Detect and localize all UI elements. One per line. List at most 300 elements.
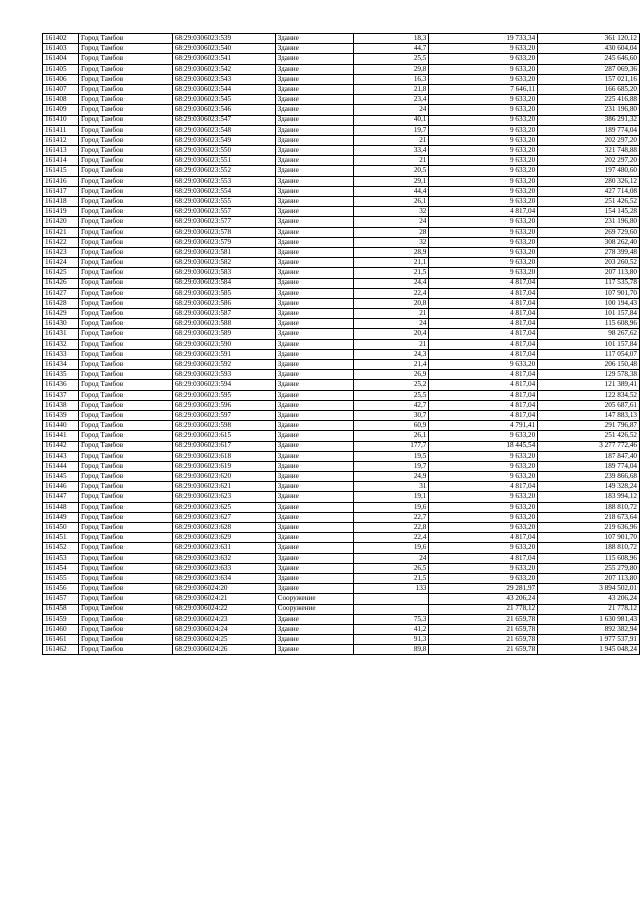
row-number: 161430 [43,319,79,329]
city-cell: Город Тамбов [78,604,172,614]
object-type-cell: Здание [275,227,353,237]
cadastral-number-cell: 68:29:0306023:584 [172,278,275,288]
cadastral-value-cell: 43 206,24 [538,594,640,604]
cadastral-value-cell: 202 297,20 [538,135,640,145]
specific-value-cell: 4 817,04 [429,329,538,339]
object-type-cell: Здание [275,95,353,105]
cadastral-value-cell: 189 774,04 [538,461,640,471]
table-row [43,95,640,105]
cadastral-value-cell: 115 608,96 [538,319,640,329]
specific-value-cell: 4 817,04 [429,482,538,492]
cadastral-number-cell: 68:29:0306023:550 [172,146,275,156]
city-cell: Город Тамбов [78,502,172,512]
city-cell: Город Тамбов [78,635,172,645]
table-row [43,166,640,176]
specific-value-cell: 4 817,04 [429,380,538,390]
area-cell: 22,8 [353,523,429,533]
table-row [43,451,640,461]
area-cell: 19,7 [353,461,429,471]
cadastral-number-cell: 68:29:0306023:617 [172,441,275,451]
row-number: 161450 [43,523,79,533]
row-number: 161446 [43,482,79,492]
object-type-cell: Здание [275,217,353,227]
row-number: 161404 [43,54,79,64]
cadastral-value-cell: 188 810,72 [538,502,640,512]
object-type-cell: Здание [275,34,353,44]
specific-value-cell: 4 817,04 [429,349,538,359]
object-type-cell: Сооружение [275,594,353,604]
cadastral-number-cell: 68:29:0306023:548 [172,125,275,135]
city-cell: Город Тамбов [78,339,172,349]
table-row [43,482,640,492]
area-cell: 40,1 [353,115,429,125]
table-row [43,533,640,543]
area-cell: 24 [353,319,429,329]
cadastral-value-cell: 149 328,24 [538,482,640,492]
object-type-cell: Здание [275,166,353,176]
table-row [43,278,640,288]
city-cell: Город Тамбов [78,553,172,563]
area-cell: 21,5 [353,573,429,583]
cadastral-number-cell: 68:29:0306023:618 [172,451,275,461]
cadastral-number-cell: 68:29:0306023:596 [172,400,275,410]
object-type-cell: Здание [275,268,353,278]
area-cell: 26,1 [353,431,429,441]
specific-value-cell: 9 633,20 [429,523,538,533]
city-cell: Город Тамбов [78,421,172,431]
specific-value-cell: 9 633,20 [429,156,538,166]
row-number: 161434 [43,360,79,370]
row-number: 161441 [43,431,79,441]
area-cell: 26,9 [353,370,429,380]
specific-value-cell: 9 633,20 [429,472,538,482]
city-cell: Город Тамбов [78,166,172,176]
city-cell: Город Тамбов [78,441,172,451]
object-type-cell: Здание [275,614,353,624]
row-number: 161419 [43,207,79,217]
cadastral-value-cell: 207 113,80 [538,268,640,278]
area-cell: 24,3 [353,349,429,359]
cadastral-number-cell: 68:29:0306023:632 [172,553,275,563]
cadastral-value-cell: 117 054,07 [538,349,640,359]
area-cell: 19,7 [353,125,429,135]
specific-value-cell: 9 633,20 [429,431,538,441]
object-type-cell: Здание [275,482,353,492]
object-type-cell: Здание [275,125,353,135]
area-cell: 25,5 [353,390,429,400]
area-cell: 21 [353,339,429,349]
cadastral-number-cell: 68:29:0306023:542 [172,64,275,74]
city-cell: Город Тамбов [78,298,172,308]
row-number: 161443 [43,451,79,461]
table-row [43,472,640,482]
area-cell: 42,7 [353,400,429,410]
table-row [43,176,640,186]
area-cell: 177,7 [353,441,429,451]
object-type-cell: Здание [275,237,353,247]
cadastral-value-cell: 100 194,43 [538,298,640,308]
cadastral-number-cell: 68:29:0306024:26 [172,645,275,655]
table-row [43,146,640,156]
city-cell: Город Тамбов [78,146,172,156]
city-cell: Город Тамбов [78,64,172,74]
row-number: 161429 [43,309,79,319]
area-cell: 25,5 [353,54,429,64]
object-type-cell: Здание [275,380,353,390]
row-number: 161409 [43,105,79,115]
specific-value-cell: 4 817,04 [429,553,538,563]
object-type-cell: Здание [275,451,353,461]
object-type-cell: Здание [275,502,353,512]
cadastral-value-cell: 287 069,36 [538,64,640,74]
specific-value-cell: 9 633,20 [429,451,538,461]
row-number: 161426 [43,278,79,288]
area-cell: 60,9 [353,421,429,431]
row-number: 161427 [43,288,79,298]
specific-value-cell: 9 633,20 [429,197,538,207]
cadastral-number-cell: 68:29:0306023:582 [172,258,275,268]
area-cell: 33,4 [353,146,429,156]
specific-value-cell: 9 633,20 [429,268,538,278]
cadastral-number-cell: 68:29:0306023:555 [172,197,275,207]
row-number: 161445 [43,472,79,482]
cadastral-number-cell: 68:29:0306023:552 [172,166,275,176]
object-type-cell: Здание [275,319,353,329]
table-row [43,217,640,227]
cadastral-value-cell: 1 630 981,43 [538,614,640,624]
row-number: 161412 [43,135,79,145]
specific-value-cell: 29 281,97 [429,584,538,594]
area-cell: 21,5 [353,268,429,278]
table-row [43,329,640,339]
table-row [43,370,640,380]
area-cell: 29,1 [353,176,429,186]
row-number: 161422 [43,237,79,247]
table-row [43,441,640,451]
cadastral-number-cell: 68:29:0306023:627 [172,512,275,522]
city-cell: Город Тамбов [78,156,172,166]
row-number: 161458 [43,604,79,614]
row-number: 161416 [43,176,79,186]
city-cell: Город Тамбов [78,186,172,196]
cadastral-value-cell: 21 778,12 [538,604,640,614]
row-number: 161449 [43,512,79,522]
cadastral-value-cell: 197 480,60 [538,166,640,176]
object-type-cell: Здание [275,115,353,125]
cadastral-number-cell: 68:29:0306023:615 [172,431,275,441]
city-cell: Город Тамбов [78,461,172,471]
object-type-cell: Здание [275,472,353,482]
city-cell: Город Тамбов [78,512,172,522]
cadastral-value-cell: 3 277 772,46 [538,441,640,451]
table-row [43,339,640,349]
object-type-cell: Здание [275,288,353,298]
table-row [43,319,640,329]
city-cell: Город Тамбов [78,543,172,553]
cadastral-number-cell: 68:29:0306023:598 [172,421,275,431]
object-type-cell: Здание [275,339,353,349]
cadastral-value-cell: 207 113,80 [538,573,640,583]
cadastral-number-cell: 68:29:0306024:22 [172,604,275,614]
table-row [43,84,640,94]
row-number: 161406 [43,74,79,84]
city-cell: Город Тамбов [78,227,172,237]
city-cell: Город Тамбов [78,594,172,604]
specific-value-cell: 9 633,20 [429,115,538,125]
city-cell: Город Тамбов [78,472,172,482]
area-cell [353,604,429,614]
cadastral-number-cell: 68:29:0306024:20 [172,584,275,594]
area-cell: 21 [353,135,429,145]
specific-value-cell: 7 646,11 [429,84,538,94]
object-type-cell: Здание [275,54,353,64]
object-type-cell: Здание [275,74,353,84]
row-number: 161411 [43,125,79,135]
cadastral-number-cell: 68:29:0306023:540 [172,44,275,54]
specific-value-cell: 9 633,20 [429,74,538,84]
object-type-cell: Здание [275,492,353,502]
area-cell: 32 [353,207,429,217]
cadastral-number-cell: 68:29:0306023:541 [172,54,275,64]
cadastral-value-cell: 154 145,28 [538,207,640,217]
cadastral-value-cell: 280 326,12 [538,176,640,186]
row-number: 161455 [43,573,79,583]
cadastral-value-cell: 147 883,13 [538,410,640,420]
city-cell: Город Тамбов [78,268,172,278]
object-type-cell: Здание [275,584,353,594]
city-cell: Город Тамбов [78,237,172,247]
cadastral-number-cell: 68:29:0306023:546 [172,105,275,115]
area-cell: 26,1 [353,197,429,207]
cadastral-value-cell: 166 685,20 [538,84,640,94]
table-row [43,349,640,359]
specific-value-cell: 4 817,04 [429,533,538,543]
city-cell: Город Тамбов [78,431,172,441]
city-cell: Город Тамбов [78,563,172,573]
object-type-cell: Здание [275,543,353,553]
city-cell: Город Тамбов [78,645,172,655]
object-type-cell: Здание [275,645,353,655]
specific-value-cell: 4 817,04 [429,207,538,217]
specific-value-cell: 4 817,04 [429,390,538,400]
table-row [43,237,640,247]
table-row [43,573,640,583]
row-number: 161431 [43,329,79,339]
cadastral-number-cell: 68:29:0306024:25 [172,635,275,645]
area-cell: 28 [353,227,429,237]
area-cell: 24,9 [353,472,429,482]
area-cell: 24 [353,217,429,227]
cadastral-number-cell: 68:29:0306023:549 [172,135,275,145]
cadastral-value-cell: 202 297,20 [538,156,640,166]
row-number: 161453 [43,553,79,563]
row-number: 161461 [43,635,79,645]
cadastral-value-cell: 3 894 502,01 [538,584,640,594]
specific-value-cell: 9 633,20 [429,217,538,227]
area-cell: 19,6 [353,543,429,553]
cadastral-value-cell: 183 994,12 [538,492,640,502]
cadastral-value-cell: 255 279,80 [538,563,640,573]
area-cell: 24,4 [353,278,429,288]
area-cell: 31 [353,482,429,492]
table-row [43,298,640,308]
specific-value-cell: 4 817,04 [429,288,538,298]
table-row [43,105,640,115]
object-type-cell: Здание [275,523,353,533]
specific-value-cell: 9 633,20 [429,186,538,196]
city-cell: Город Тамбов [78,34,172,44]
cadastral-number-cell: 68:29:0306023:597 [172,410,275,420]
row-number: 161451 [43,533,79,543]
row-number: 161423 [43,247,79,257]
row-number: 161420 [43,217,79,227]
specific-value-cell: 9 633,20 [429,492,538,502]
object-type-cell: Здание [275,298,353,308]
city-cell: Город Тамбов [78,624,172,634]
table-row [43,247,640,257]
table-row [43,227,640,237]
specific-value-cell: 9 633,20 [429,461,538,471]
table-row [43,44,640,54]
cadastral-number-cell: 68:29:0306023:620 [172,472,275,482]
cadastral-number-cell: 68:29:0306023:594 [172,380,275,390]
row-number: 161408 [43,95,79,105]
row-number: 161456 [43,584,79,594]
cadastral-value-cell: 278 399,48 [538,247,640,257]
area-cell: 89,8 [353,645,429,655]
cadastral-value-cell: 101 157,84 [538,309,640,319]
row-number: 161437 [43,390,79,400]
city-cell: Город Тамбов [78,125,172,135]
cadastral-number-cell: 68:29:0306023:553 [172,176,275,186]
specific-value-cell: 4 791,41 [429,421,538,431]
object-type-cell: Здание [275,461,353,471]
row-number: 161436 [43,380,79,390]
object-type-cell: Сооружение [275,604,353,614]
cadastral-value-cell: 251 426,52 [538,431,640,441]
table-row [43,380,640,390]
specific-value-cell: 21 659,78 [429,645,538,655]
cadastral-number-cell: 68:29:0306024:24 [172,624,275,634]
object-type-cell: Здание [275,512,353,522]
cadastral-number-cell: 68:29:0306023:623 [172,492,275,502]
table-row [43,400,640,410]
row-number: 161447 [43,492,79,502]
cadastral-number-cell: 68:29:0306024:21 [172,594,275,604]
area-cell: 133 [353,584,429,594]
table-row [43,34,640,44]
table-row [43,135,640,145]
cadastral-value-cell: 107 901,70 [538,533,640,543]
cadastral-number-cell: 68:29:0306023:619 [172,461,275,471]
specific-value-cell: 9 633,20 [429,502,538,512]
specific-value-cell: 9 633,20 [429,166,538,176]
table-row [43,594,640,604]
object-type-cell: Здание [275,390,353,400]
cadastral-value-cell: 386 291,32 [538,115,640,125]
row-number: 161442 [43,441,79,451]
cadastral-value-cell: 101 157,84 [538,339,640,349]
table-row [43,54,640,64]
city-cell: Город Тамбов [78,74,172,84]
cadastral-number-cell: 68:29:0306023:633 [172,563,275,573]
cadastral-value-cell: 430 604,04 [538,44,640,54]
city-cell: Город Тамбов [78,451,172,461]
specific-value-cell: 9 633,20 [429,563,538,573]
city-cell: Город Тамбов [78,360,172,370]
cadastral-value-cell: 251 426,52 [538,197,640,207]
specific-value-cell: 9 633,20 [429,146,538,156]
object-type-cell: Здание [275,44,353,54]
table-row [43,431,640,441]
area-cell: 21,8 [353,84,429,94]
area-cell: 25,2 [353,380,429,390]
area-cell: 21,4 [353,360,429,370]
cadastral-value-cell: 269 729,60 [538,227,640,237]
specific-value-cell: 21 778,12 [429,604,538,614]
area-cell: 44,4 [353,186,429,196]
cadastral-number-cell: 68:29:0306023:586 [172,298,275,308]
row-number: 161410 [43,115,79,125]
cadastral-number-cell: 68:29:0306023:583 [172,268,275,278]
cadastral-number-cell: 68:29:0306023:625 [172,502,275,512]
city-cell: Город Тамбов [78,390,172,400]
object-type-cell: Здание [275,247,353,257]
specific-value-cell: 4 817,04 [429,309,538,319]
row-number: 161414 [43,156,79,166]
table-row [43,64,640,74]
city-cell: Город Тамбов [78,176,172,186]
table-row [43,624,640,634]
table-row [43,604,640,614]
row-number: 161405 [43,64,79,74]
specific-value-cell: 9 633,20 [429,64,538,74]
object-type-cell: Здание [275,105,353,115]
city-cell: Город Тамбов [78,573,172,583]
specific-value-cell: 21 659,78 [429,614,538,624]
cadastral-value-cell: 219 636,96 [538,523,640,533]
specific-value-cell: 21 659,78 [429,624,538,634]
cadastral-number-cell: 68:29:0306023:593 [172,370,275,380]
area-cell: 30,7 [353,410,429,420]
row-number: 161460 [43,624,79,634]
cadastral-value-cell: 231 196,80 [538,105,640,115]
cadastral-value-cell: 187 847,40 [538,451,640,461]
city-cell: Город Тамбов [78,309,172,319]
cadastral-value-cell: 427 714,08 [538,186,640,196]
object-type-cell: Здание [275,573,353,583]
table-row [43,186,640,196]
specific-value-cell: 9 633,20 [429,125,538,135]
table-row [43,645,640,655]
cadastral-value-cell: 1 945 048,24 [538,645,640,655]
city-cell: Город Тамбов [78,380,172,390]
table-row [43,635,640,645]
object-type-cell: Здание [275,135,353,145]
area-cell: 22,4 [353,533,429,543]
city-cell: Город Тамбов [78,54,172,64]
table-row [43,410,640,420]
cadastral-value-cell: 117 535,78 [538,278,640,288]
city-cell: Город Тамбов [78,44,172,54]
cadastral-value-cell: 188 810,72 [538,543,640,553]
cadastral-value-cell: 1 977 537,91 [538,635,640,645]
table-row [43,543,640,553]
specific-value-cell: 9 633,20 [429,105,538,115]
area-cell: 18,3 [353,34,429,44]
table-row [43,156,640,166]
area-cell: 22,4 [353,288,429,298]
